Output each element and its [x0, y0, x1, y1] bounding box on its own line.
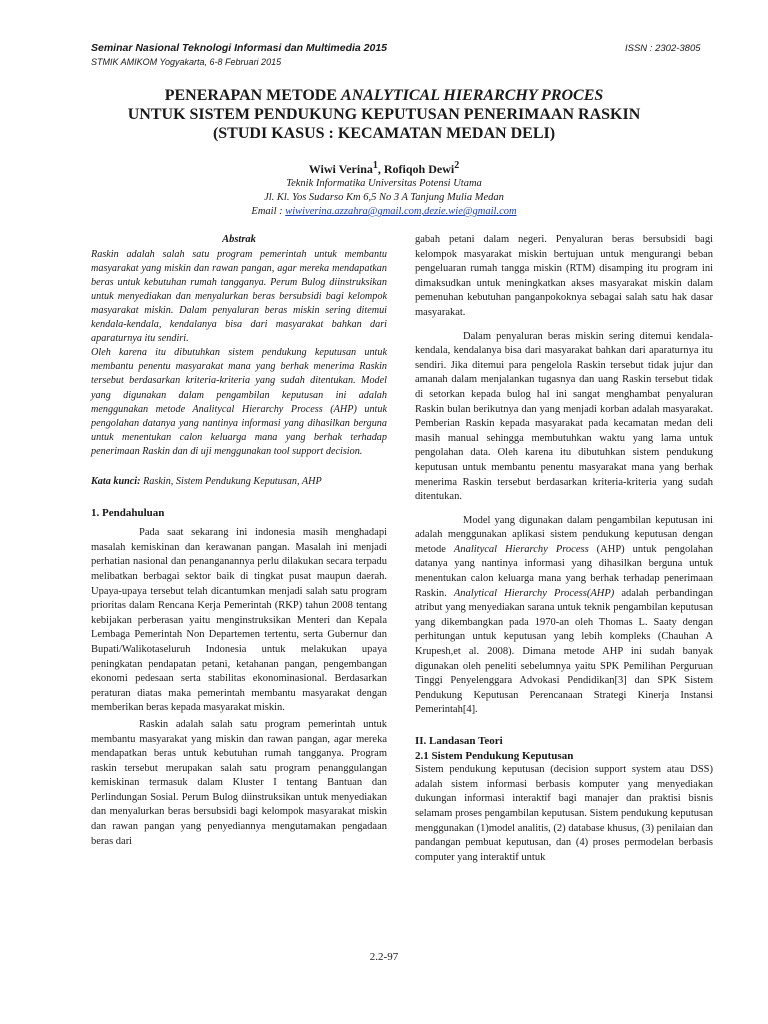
page-number: 2.2-97 [369, 951, 399, 963]
keywords-text: Raskin, Sistem Pendukung Keputusan, AHP [140, 476, 322, 487]
institution: Teknik Informatika Universitas Potensi Utama [286, 178, 482, 189]
section-2-heading: II. Landasan Teori [415, 735, 503, 747]
author-2-sup: 2 [454, 160, 460, 171]
conference-name: Seminar Nasional Teknologi Informasi dan Multimedia 2015 [91, 42, 388, 54]
author-list [60, 160, 708, 177]
title-line1-italic: ANALYTICAL HIERARCHY PROCES [341, 87, 604, 104]
abstract-paragraph-2: Oleh karena itu dibutuhkan sistem pendukung keputusan untuk membantu penentu masyarakat mana yang berhak menerima Raskin tersebut berdasarkan kriteria-kriteria yang sudah ditentukan. Model yang digunakan dalam pengambilan keputusan ini adalah menggunakan metode Analitycal Hierarchy Process (AHP) untuk pengolahan datanya yang nantinya informasi yang dihasilkan berguna untuk menentukan calon keluarga mana yang berhak terhadap penerimaan Raskin dan di uji menggunakan tool support decision. [91, 347, 387, 457]
author-separator: , [377, 162, 384, 176]
email-line [60, 205, 708, 219]
p2-part-b: Analitycal Hierarchy Process [453, 543, 589, 555]
title-line1-prefix: PENERAPAN METODE [164, 87, 342, 104]
p2-part-e: adalah perbandingan atribut yang menyediakan sarana untuk teknik pengambilan keputusan yang dikembangkan pada 1970-an oleh Thomas L. Saaty dengan perhitungan untuk keputusan yang lebih kompleks (Chauhan A Krupesh,et al. 2008). Dimana metode AHP ini sudah banyak digunakan oleh peneliti sebelumnya yaitu SPK Pemilihan Perguruan Tinggi Penyelenggara Advokasi Pendidikan[3] dan SPK Sistem Pendukung Keputusan Perencanaan Strategi Kinerja Instansi Pemerintah[4]. [415, 587, 713, 716]
address: Jl. Kl. Yos Sudarso Km 6,5 No 3 A Tanjung Mulia Medan [264, 192, 504, 203]
issn: ISSN : 2302-3805 [625, 43, 701, 54]
left-column [91, 233, 387, 851]
p2-part-d: Analytical Hierarchy Process(AHP) [453, 587, 615, 599]
right-column [415, 233, 713, 867]
title-line2: UNTUK SISTEM PENDUKUNG KEPUTUSAN PENERIMAAN RASKIN [127, 106, 641, 123]
p2-part-c: (AHP) untuk pengolahan datanya yang nantinya informasi yang dihasilkan berguna untuk menentukan calon keluarga mana yang berhak terhadap penerimaan Raskin. [415, 543, 713, 599]
p2-part-a: Model yang digunakan dalam pengambilan keputusan ini adalah menggunakan aplikasi sistem pendukung keputusan dengan metode [415, 514, 713, 555]
conference-venue: STMIK AMIKOM Yogyakarta, 6-8 Februari 2015 [91, 57, 282, 67]
author-1: Wiwi Verina [308, 162, 373, 176]
keywords-label: Kata kunci: [91, 476, 141, 487]
right-paragraph-0: gabah petani dalam negeri. Penyaluran beras bersubsidi bagi kelompok masyarakat miskin bertujuan untuk mengurangi beban pengeluaran rumah tangga miskin (RTM) disamping itu program ini dimaksudkan untuk meningkatkan akses masyarakat miskin dalam pemenuhan kebutuhan panganpokoknya sebagai salah satu hak dasar masyarakat. [415, 234, 713, 318]
email-link[interactable]: wiwiverina.azzahra@gmail.com,dezie.wie@gmail.com [285, 206, 517, 217]
author-2: Rofiqoh Dewi [383, 162, 455, 176]
abstract-paragraph-1: Raskin adalah salah satu program pemerintah untuk membantu masyarakat yang miskin dan rawan pangan, agar mereka mendapatkan beras untuk kebutuhan rumah tangganya. Perum Bulog diinstruksikan untuk menyediakan dan menyalurkan beras bersubsidi bagi kelompok masyarakat miskin. Dalam penyaluran beras miskin sering ditemui kendala-kendala, kendalanya bisa dari masyarakat bahkan dari aparaturnya itu sendiri. [91, 248, 387, 345]
author-1-sup: 1 [372, 160, 378, 171]
section-1-heading: 1. Pendahuluan [91, 506, 165, 519]
section-2-1-paragraph: Sistem pendukung keputusan (decision support system atau DSS) adalah sistem informasi berbasis komputer yang menyediakan dukungan informasi interaktif bagi manajer dan praktisi bisnis selamam proses pengambilan keputusan. Sistem pendukung keputusan menggunakan (1)model analitis, (2) database khusus, (3) penilaian dan pandangan pembuat keputusan, dan (4) proses permodelan berbasis computer yang interaktif untuk [415, 764, 713, 863]
email-label: Email : [251, 206, 286, 217]
abstract-heading: Abstrak [222, 234, 256, 245]
right-paragraph-1: Dalam penyaluran beras miskin sering ditemui kendala-kendala, kendalanya bisa dari masyarakat bahkan dari aparaturnya itu sendiri. Jika ditemui para pengelola Raskin tersebut tidak jujur dan amanah dalam menjalankan tugasnya dan uang Raskin tersebut tidak di setorkan kepada bulog hal ini sangat menghambat penyaluran Raskin bulan berikutnya dan yang menjadi korban adalah masyarakat. Pemberian Raskin kepada masyarakat pada kecamatan medan deli masih manual sehingga membutuhkan waktu yang lama untuk pengolahan data. Oleh karena itu dibutuhkan sistem pendukung keputusan untuk membantu penentu masyarakat mana yang berhak menerima Raskin tersebut berdasarkan kriteria-kriteria yang sudah ditentukan. [415, 330, 713, 503]
right-paragraph-2 [415, 514, 713, 718]
keywords [91, 475, 387, 490]
paper-title [60, 86, 708, 143]
section-1-paragraph-2: Raskin adalah salah satu program pemerintah untuk membantu masyarakat yang miskin dan rawan pangan, agar mereka mendapatkan beras untuk kebutuhan rumah tangganya. Program raskin tersebut merupakan salah satu program penanggulangan kemiskinan termasuk dalam Kluster I tentang Bantuan dan Perlindungan Sosial. Perum Bulog diinstruksikan untuk menyediakan dan menyalurkan beras bersubsidi bagi kelompok masyarakat miskin dan rawan pangan yang penyediannya mengutamakan pengadaan beras dari [91, 718, 387, 847]
affiliation [60, 177, 708, 219]
section-1-paragraph-1: Pada saat sekarang ini indonesia masih menghadapi masalah kemiskinan dan kerawanan pangan. Masalah ini menjadi perhatian nasional dan penanganannya perlu dilakukan secara terpadu melibatkan berbagai sektor baik di tingkat pusat maupun daerah. Upaya-upaya tersebut telah dicantumkan menjadi salah satu program prioritas dalam Rencana Kerja Pemerintah (RKP) tahun 2008 tentang kebijakan perberasan yaitu menginstruksikan Menteri dan Kepala Lembaga Pemerintah Non Departemen tertentu, serta Gubernur dan Bupati/Walikotaseluruh Indonesia untuk melakukan upaya peningkatan pendapatan petani, ketahanan pangan, pengembangan ekonomi pedesaan serta stabilitas ekonominasional. Berdasarkan peraturan diatas maka pemerintah membantu masyarakat dengan memberikan beras kepada masyarakat miskin. [91, 527, 387, 714]
title-line3: (STUDI KASUS : KECAMATAN MEDAN DELI) [212, 125, 556, 142]
section-2-1-heading: 2.1 Sistem Pendukung Keputusan [415, 749, 574, 762]
